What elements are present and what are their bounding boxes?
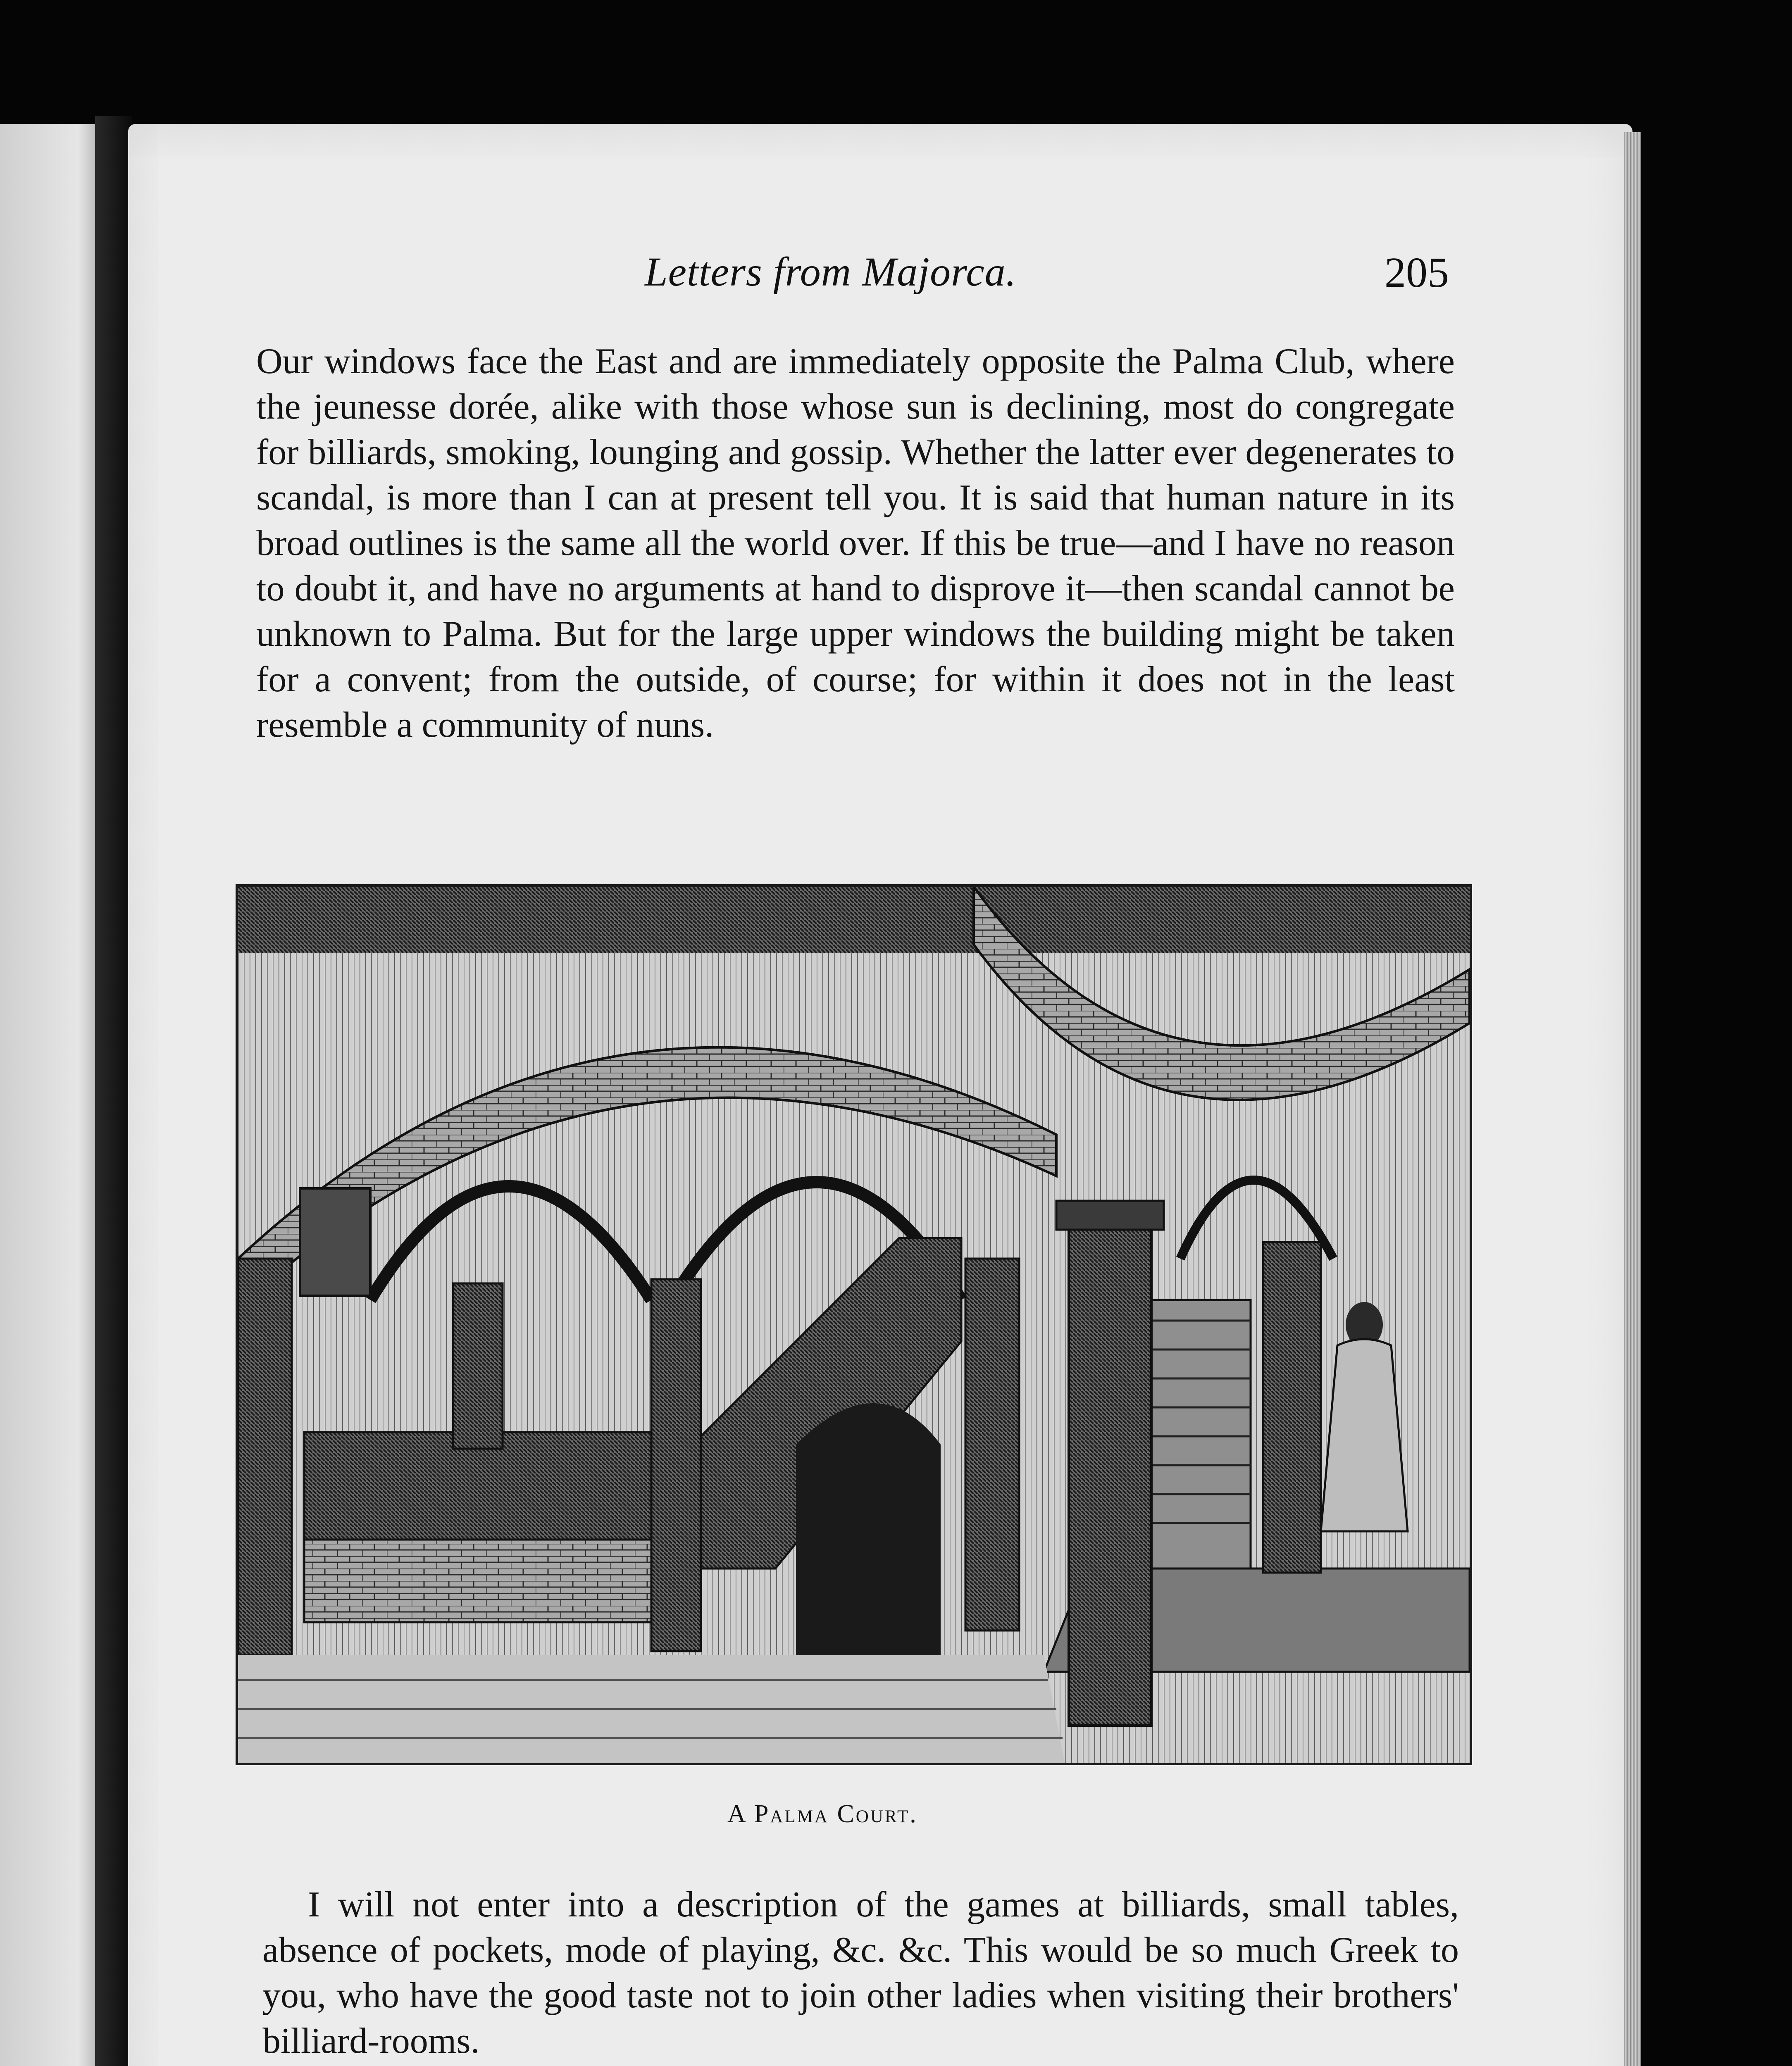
engraving-illustration bbox=[236, 884, 1472, 1765]
body-paragraph-2: I will not enter into a description of the games at billiards, small tables, absence of pockets, mode of playing, &c. &c. This would be so much Greek to you, who have the good taste not to join other ladies when visiting their brothers' billiard-rooms. bbox=[262, 1885, 1459, 2061]
palma-court-engraving bbox=[238, 887, 1470, 1763]
page-stack-edge bbox=[1624, 132, 1641, 2066]
page-number: 205 bbox=[1385, 249, 1449, 296]
book-gutter bbox=[95, 116, 132, 2066]
body-paragraph-1: Our windows face the East and are immediately opposite the Palma Club, where the jeunesse dorée, alike with those whose sun is declining, most do congregate for billiards, smoking, lounging and gossip. Whether the latter ever degenerates to scandal, is more than I can at present tell you. It is said that human nature in its broad outlines is the same all the world over. If this be true—and I have no reason to doubt it, and have no arguments at hand to disprove it—then scandal cannot be unknown to Palma. But for the large upper windows the building might be taken for a convent; from the outside, of course; for within it does not in the least resemble a community of nuns. bbox=[256, 341, 1455, 745]
running-title: Letters from Majorca. bbox=[645, 249, 1017, 295]
figure-caption: A Palma Court. bbox=[727, 1800, 918, 1828]
